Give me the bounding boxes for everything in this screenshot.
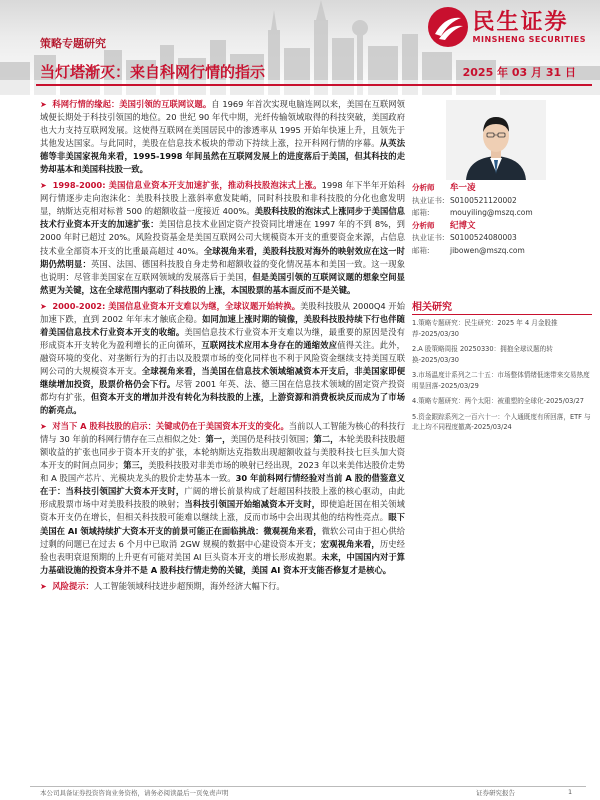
- paragraph-text: 1998 年下半年开始科网行情逐步走向泡沫化：美股科技股上涨斜率愈发陡峭，同时科技股和非科技股的分化也愈发明显，纳斯达克相对标普 500 的超额收益一度接近 400%。: [40, 180, 405, 217]
- cert-number: S0100524080003: [450, 233, 517, 242]
- paragraph-lead: 对当下 A 股科技股的启示：: [52, 421, 156, 432]
- related-research-item[interactable]: 2.A 股策略周报 20250330：拥抱全球议题的转换-2025/03/30: [412, 345, 553, 364]
- footer-divider: [30, 786, 586, 787]
- paragraph-bold: 但是美国引领的互联网议题的想象空间显然更为关键，这在全球范围内驱动了科技股的上涨，本国股票的基本面反而不是关键。: [40, 271, 405, 295]
- paragraph-bold: 宏观视角来看，: [320, 538, 380, 549]
- logo-english-text: MINSHENG SECURITIES: [472, 34, 586, 44]
- paragraph-text: 本轮美股科技股超额收益的扩张也同步于资本开支的扩张，本轮纳斯达克指数出现超额收益与美股科技七巨头加大资本开支的时间点同步；: [40, 434, 405, 471]
- related-divider: [412, 314, 592, 315]
- cert-label: 执业证书:: [412, 233, 445, 242]
- paragraph-lead: 1998-2000: 美国信息业资本开支加速扩张，推动科技股泡沫式上涨。: [52, 180, 322, 191]
- paragraph-bold: 互联网技术应用本身存在的通缩效应: [201, 339, 338, 350]
- paragraph-text: 即使追赶国在相关领域资本开支仍在增长，但相关科技股可能难以继续上涨，反而市场中会出现其他的结构性亮点。: [40, 499, 405, 523]
- paragraph-text: 美股科技股从 2000Q4 开始加速下跌，直到 2002 年年末才触底企稳。: [40, 300, 406, 324]
- analyst-name: 纪博文: [450, 220, 476, 231]
- brand-logo: [427, 6, 587, 48]
- paragraph-bold: 全球视角来看，当美国在信息技术领域缩减资本开支后，非美国家即便继续增加投资，股票价格仍会下行。: [40, 365, 405, 389]
- analyst-name: 牟一凌: [450, 183, 476, 193]
- report-series-tag: 策略专题研究: [40, 37, 106, 50]
- paragraph-bold: 第一，: [205, 434, 231, 445]
- paragraph-text: 当前以人工智能为核心的科技行情与 30 年前的科网行情存在三点相似之处：: [40, 421, 405, 445]
- report-date: 2025 年 03 月 31 日: [462, 66, 576, 79]
- paragraph-text: 尽管 2001 年英、法、德三国在信息技术领域的固定资产投资都均有扩张，: [40, 378, 405, 403]
- paragraph-lead: 2000-2002: 美国信息业资本开支难以为继，全球议题开始转换。: [52, 300, 301, 311]
- related-research-item[interactable]: 1.策略专题研究：民生研究：2025 年 4 月金股推荐-2025/03/30: [412, 319, 558, 338]
- paragraph-decline: [40, 300, 405, 417]
- paragraph-origin: [40, 98, 405, 176]
- paragraph-bubble: [40, 179, 405, 296]
- paragraph-bold: 当科技引领国开始缩减资本开支时，: [184, 499, 321, 510]
- analyst-email-link[interactable]: mouyiling@mszq.com: [450, 208, 533, 217]
- related-research-item[interactable]: 3.市场温度计系列之二十五：市场整体情绪低迷带来交易热度明显回落-2025/03/29: [412, 371, 590, 390]
- analyst-role: 分析师: [412, 220, 435, 230]
- paragraph-bold: 美股科技股的泡沫式上涨同步于美国信息技术行业资本开支的加速扩张：: [40, 206, 405, 230]
- main-content: [40, 98, 405, 596]
- paragraph-lead-2: 关键或仍在于美国资本开支的变化。: [155, 421, 289, 432]
- paragraph-bold: 眼下美国在 AI 领域持续扩大资本开支的前景可能正在面临挑战：微观视角来看，: [40, 512, 405, 536]
- analyst-portrait-icon: [446, 100, 546, 180]
- analyst-row: [412, 182, 592, 195]
- analyst-cert-row: [412, 232, 592, 245]
- paragraph-bold: 但资本开支的增加并没有转化为科技股的上涨，上游资源和消费板块反而成为了市场的新亮点。: [40, 392, 405, 416]
- cert-number: S0100521120002: [450, 195, 517, 205]
- related-research-item[interactable]: 5.资金跟踪系列之一百六十一：个人通既度有所回落，ETF 与北上均不同程度撤离-2025/03/24: [412, 412, 591, 431]
- paragraph-text: 美国信息技术行业资本开支难以为继，最重要的原因是没有形成资本开支转化为盈利增长的正向循环，: [40, 326, 405, 350]
- paragraph-text: 自 1969 年首次实现电脑连网以来，美国在互联网领域便长期处于科技引领国的地位。20 世纪 90 年代中期，光纤传输领域取得的科技突破，美国政府也大力支持互联网发展。这使得互联网在美国居民中的渗透率从 1995 开始年快速上升，且领先于其他发达国家。与此同时，美股在信息技术板块的带动下持续上涨，拉开科网行情的序幕。: [40, 99, 405, 149]
- arrow-bullet-icon: ➤: [40, 301, 47, 311]
- paragraph-text: 值得关注。此外，融资环境的变化、对垄断行为的打击以及股票市场的变化同样也不利于风险资金继续支持美国互联网公司的大规模资本开支。: [40, 339, 405, 376]
- paragraph-bold: 全球视角来看，美股科技股对海外的映射效应在这一时期仍然明显：: [40, 245, 405, 269]
- logo-chinese-text: 民生证券: [472, 9, 569, 35]
- paragraph-bold: 从英法德等非美国家视角来看，1995-1998 年间虽然在互联网发展上的进度落后于美国，但其科技的走势却基本和美国科技股一致。: [40, 138, 405, 175]
- paragraph-text: 历史经验也表明衰退预期的上升更有可能对美国 AI 巨头资本开支的增长形成抱累。: [40, 538, 405, 562]
- paragraph-implication: [40, 420, 405, 577]
- paragraph-text: 微软公司由于担心供给过剩的问题已在过去 6 个月中已取消 2GW 规模的数据中心建设资本开支；: [40, 525, 405, 549]
- footer-disclaimer: 本公司具备证券投资咨询业务资格，请务必阅读最后一页免责声明: [40, 789, 229, 797]
- paragraph-bold: 30 年前科网行情经验对当前 A 股的借鉴意义在于：当科技引领国扩大资本开支时，: [40, 473, 405, 497]
- analyst-list: [412, 182, 592, 257]
- title-divider: [36, 84, 592, 86]
- paragraph-lead: 风险提示：: [52, 580, 94, 591]
- paragraph-lead: 科网行情的缘起：美国引领的互联网议题。: [52, 99, 212, 109]
- paragraph-bold: 第二，: [313, 434, 339, 445]
- analyst-cert-row: [412, 195, 592, 208]
- cert-label: 执业证书:: [412, 195, 445, 205]
- email-label: 邮箱:: [412, 208, 430, 217]
- paragraph-text: 广阔的增长前景构成了赶超国科技股上涨的核心驱动，由此形成股票市场中对美股科技股的映射；: [40, 486, 405, 510]
- related-research-item[interactable]: 4.策略专题研究：两个太阳：被重塑的全球化-2025/03/27: [412, 397, 584, 405]
- minsheng-logo-icon: [427, 6, 469, 48]
- arrow-bullet-icon: ➤: [40, 581, 47, 591]
- page-number: 1: [568, 788, 573, 796]
- analyst-email-row: [412, 207, 592, 220]
- arrow-bullet-icon: ➤: [40, 100, 47, 109]
- paragraph-bold: 如同加速上涨时期的镜像，美股科技股持续下行也伴随着美国信息技术行业资本开支的收缩。: [40, 313, 405, 337]
- analyst-email-row: [412, 245, 592, 258]
- paragraph-text: 人工智能领域科技进步超预期，海外经济大幅下行。: [93, 580, 285, 591]
- paragraph-bold: 未来，中国国内对于算力基础设施的投资本身并不是 A 股科技行情走势的关键，美国 AI 资本开支能否修复才是核心。: [40, 551, 405, 575]
- analyst-role: 分析师: [412, 183, 435, 192]
- related-research-title: 相关研究: [412, 302, 452, 313]
- paragraph-text: 美股科技股对非美市场的映射已经出现，2023 年以来美伟达股价走势和 A 股国产芯片、光模块龙头的股价走势基本一致。: [40, 460, 405, 484]
- paragraph-text: 英国、法国、德国科技股自身走势和超额收益的变化情况基本和美国一致。这一现象也说明：尽管非美国家在互联网领域的发展落后于美国，: [40, 258, 405, 282]
- email-label: 邮箱:: [412, 245, 430, 255]
- page-title: 当灯塔渐灭：来自科网行情的指示: [40, 63, 266, 81]
- analyst-row: [412, 220, 592, 233]
- paragraph-text: 美国仍是科技引领国；: [230, 434, 314, 445]
- analyst-email-link[interactable]: jibowen@mszq.com: [450, 245, 525, 255]
- arrow-bullet-icon: ➤: [40, 181, 47, 191]
- arrow-bullet-icon: ➤: [40, 422, 47, 432]
- paragraph-risk: [40, 580, 405, 593]
- paragraph-text: 美国信息技术业固定资产投资同比增速在 1997 年的不到 8%，到 2000 年时已超过 20%。风险投资基金是美国互联网公司大规模资本开支的重要资金来源，占信息技术业全部资本开支的比重最高超过 40%。: [40, 219, 405, 256]
- paragraph-bold: 第三，: [123, 460, 149, 471]
- related-research-list: [412, 318, 592, 438]
- footer-label: 证券研究报告: [476, 789, 515, 797]
- analyst-photo: [446, 100, 546, 180]
